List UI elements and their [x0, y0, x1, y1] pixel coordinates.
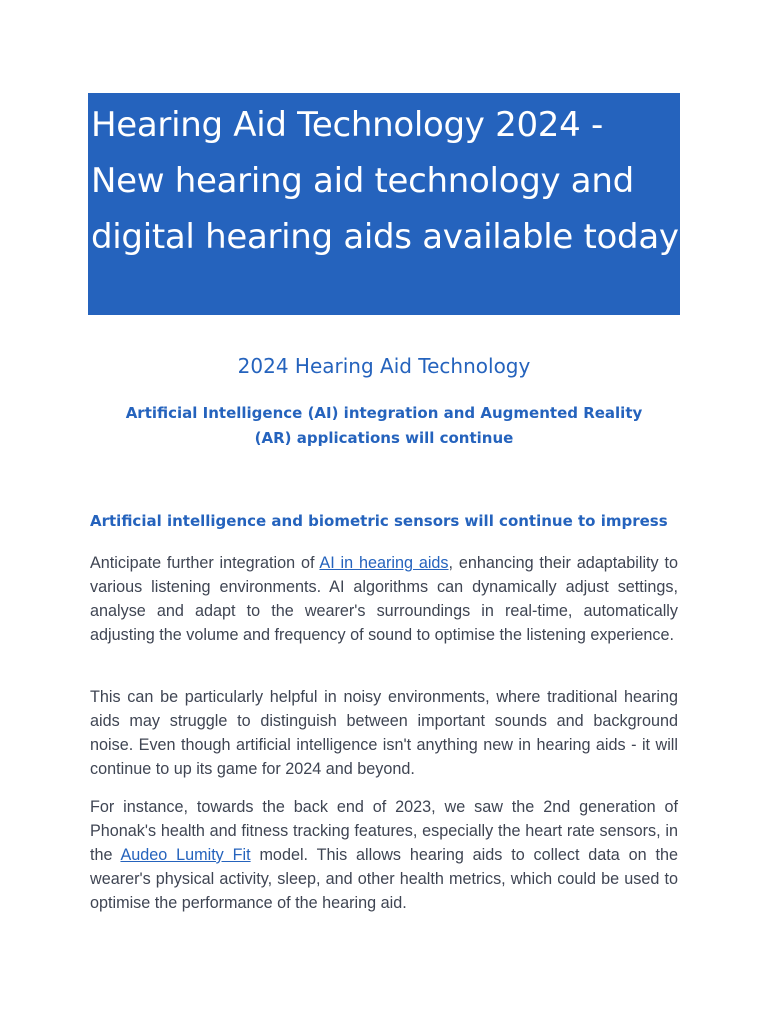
- audeo-lumity-fit-link[interactable]: Audeo Lumity Fit: [120, 846, 251, 864]
- section-heading: Artificial intelligence and biometric sensors will continue to impress: [90, 512, 668, 530]
- title-banner: [88, 93, 680, 315]
- ai-in-hearing-aids-link[interactable]: AI in hearing aids: [319, 554, 449, 572]
- paragraph-text: model. This allows hearing aids to collect data on the wearer's physical activity, sleep, and other health metrics, which could be used to optimise the performance of the hearing aid.: [90, 846, 678, 912]
- paragraph-text: For instance, towards the back end of 2023, we saw the 2nd generation of Phonak's health and fitness tracking features, especially the heart rate sensors, in the: [90, 798, 678, 864]
- paragraph-text: , enhancing their adaptability to various listening environments. AI algorithms can dynamically adjust settings, analyse and adapt to the wearer's surroundings in real-time, automatically adjusting the volume and frequency of sound to optimise the listening experience.: [90, 554, 678, 644]
- subtitle: 2024 Hearing Aid Technology: [237, 354, 531, 378]
- tagline: Artificial Intelligence (AI) integration and Augmented Reality (AR) applications will continue: [125, 404, 643, 447]
- paragraph-text: Anticipate further integration of: [90, 554, 320, 572]
- paragraph-health-tracking: [90, 795, 678, 915]
- paragraph-ai-integration: [90, 551, 678, 647]
- paragraph-noisy-environments: This can be particularly helpful in noisy environments, where traditional hearing aids may struggle to distinguish between important sounds and background noise. Even though artificial intelligence isn't anything new in hearing aids - it will continue to up its game for 2024 and beyond.: [90, 688, 678, 778]
- page-title: Hearing Aid Technology 2024 - New hearing aid technology and digital hearing aids available today: [91, 105, 679, 257]
